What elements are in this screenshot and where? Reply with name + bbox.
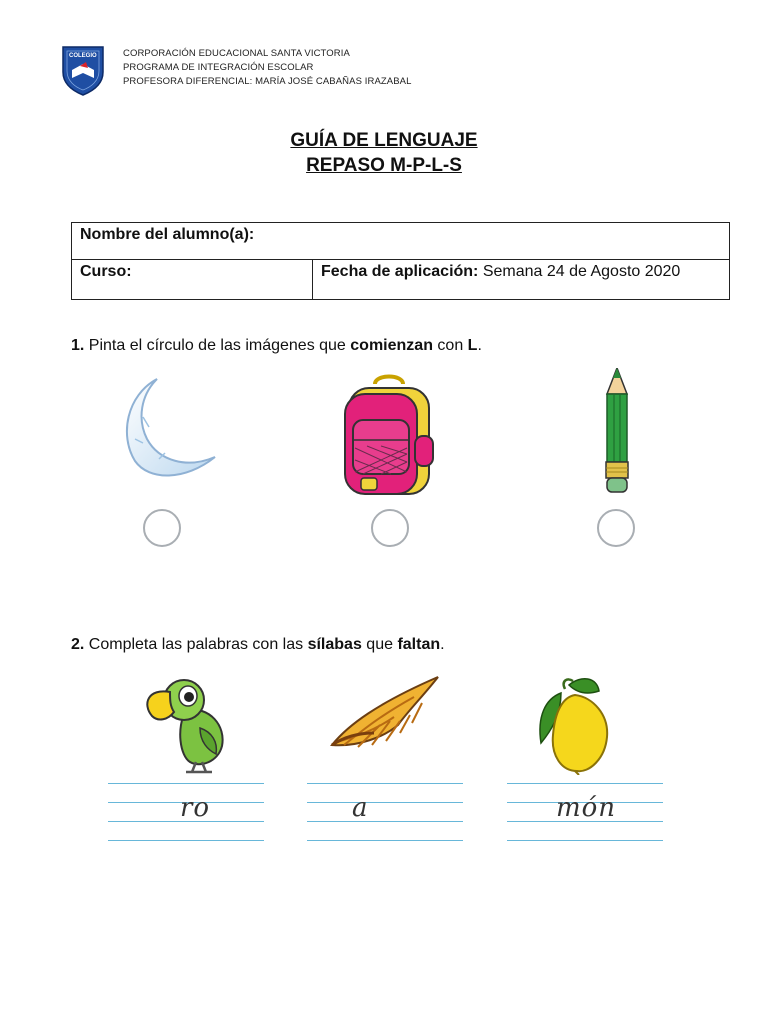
pencil-icon	[600, 368, 634, 499]
writing-lines[interactable]	[307, 783, 463, 845]
date-field	[313, 260, 730, 300]
course-field[interactable]	[72, 260, 313, 300]
date-label: Fecha de aplicación:	[321, 263, 479, 280]
instruction-text: con	[432, 337, 468, 354]
wing-icon	[328, 675, 440, 758]
school-logo	[60, 44, 106, 96]
exercise-1-number: 1.	[71, 337, 85, 354]
instruction-letter: L	[467, 337, 478, 354]
instruction-text: .	[477, 337, 482, 354]
answer-circle[interactable]	[143, 509, 181, 547]
exercise-1-instruction	[71, 337, 482, 355]
word-fragment: món	[556, 793, 617, 823]
answer-circle[interactable]	[371, 509, 409, 547]
course-label: Curso:	[80, 263, 132, 280]
student-name-label: Nombre del alumno(a):	[80, 226, 255, 243]
school-header	[123, 47, 412, 89]
logo-text: COLEGIO	[69, 53, 97, 59]
exercise-2-instruction	[71, 636, 445, 654]
instruction-text: .	[440, 636, 445, 653]
document-title: GUÍA DE LENGUAJE	[290, 130, 478, 151]
document-subtitle: REPASO M-P-L-S	[306, 155, 462, 176]
answer-circle[interactable]	[597, 509, 635, 547]
instruction-bold: sílabas	[307, 636, 362, 653]
exercise-2-number: 2.	[71, 636, 85, 653]
parrot-icon	[140, 676, 236, 779]
header-line-institution: CORPORACIÓN EDUCACIONAL SANTA VICTORIA	[123, 48, 350, 59]
instruction-text: que	[361, 636, 398, 653]
instruction-bold: comienzan	[350, 337, 433, 354]
header-line-program: PROGRAMA DE INTEGRACIÓN ESCOLAR	[123, 62, 314, 73]
instruction-bold: faltan	[397, 636, 441, 653]
instruction-text: Completa las palabras con las	[84, 636, 308, 653]
moon-icon	[113, 377, 223, 487]
word-fragment: a	[352, 793, 369, 823]
student-info-table	[71, 222, 730, 300]
student-name-field[interactable]	[72, 223, 730, 260]
date-value: Semana 24 de Agosto 2020	[478, 263, 681, 280]
backpack-icon	[341, 374, 437, 503]
header-line-teacher: PROFESORA DIFERENCIAL: MARÍA JOSÉ CABAÑAS IRAZABAL	[123, 76, 412, 87]
lemon-icon	[535, 675, 611, 780]
word-fragment: ro	[180, 793, 211, 823]
instruction-text: Pinta el círculo de las imágenes que	[84, 337, 351, 354]
